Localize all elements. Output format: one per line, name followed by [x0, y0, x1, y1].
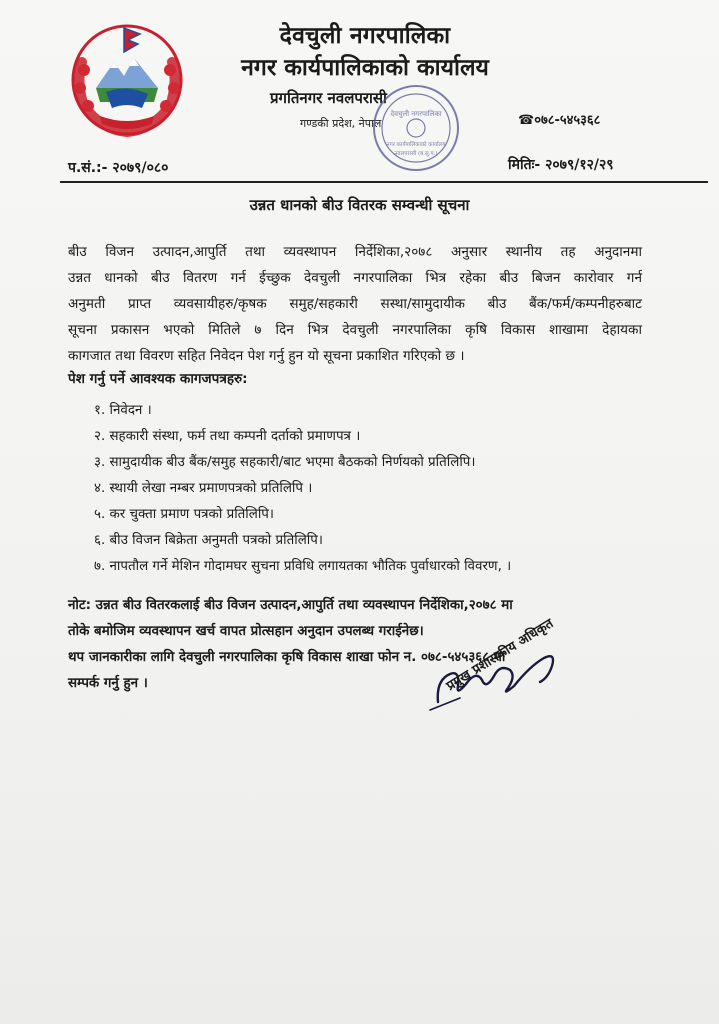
organization-name: देवचुली नगरपालिका: [279, 23, 451, 49]
province-line: गण्डकी प्रदेश, नेपाल: [300, 117, 382, 130]
signatory-title: प्रमुख प्रशासकीय अधिकृत: [444, 616, 557, 694]
list-item: ४. स्थायी लेखा नम्बर प्रमाणपत्रको प्रतिलिपि ।: [94, 481, 313, 496]
paragraph-line: बीउ विजन उत्पादन,आपुर्ति तथा व्यवस्थापन निर्देशिका,२०७८ अनुसार स्थानीय तह अनुदानमा: [68, 244, 642, 260]
office-location: प्रगतिनगर नवलपरासी: [270, 89, 387, 107]
paragraph-line: उन्नत धानको बीउ वितरण गर्न ईच्छुक देवचुली नगरपालिका भित्र रहेका बीउ बिजन कारोवार गर्न: [68, 270, 642, 286]
list-item: १. निवेदन ।: [94, 403, 152, 418]
note-line: थप जानकारीका लागि देवचुली नगरपालिका कृषि विकास शाखा फोन न. ०७८-५४५३६८ मा: [68, 650, 506, 665]
list-item: २. सहकारी संस्था, फर्म तथा कम्पनी दर्ताको प्रमाणपत्र ।: [94, 429, 361, 444]
note-line: सम्पर्क गर्नु हुन ।: [68, 676, 148, 691]
stamp-text-1: देवचुली नगरपालिका: [390, 110, 442, 118]
paragraph-line: अनुमती प्राप्त व्यवसायीहरु/कृषक समुह/सहकारी सस्था/सामुदायीक बीउ बैंक/फर्म/कम्पनीहरुबाट: [68, 296, 642, 312]
list-item: ३. सामुदायीक बीउ बैंक/समुह सहकारी/बाट भएमा बैठकको निर्णयको प्रतिलिपि।: [94, 455, 476, 470]
reference-number: प.सं.:- २०७९/०८०: [68, 160, 169, 176]
issue-date: मितिः- २०७९/१२/२९: [508, 157, 614, 173]
list-item: ५. कर चुक्ता प्रमाण पत्रको प्रतिलिपि।: [94, 507, 274, 522]
list-item: ६. बीउ विजन बिक्रेता अनुमती पत्रको प्रतिलिपि।: [94, 533, 323, 548]
nepal-emblem-logo: [62, 22, 192, 140]
notice-subject: उन्नत धानको बीउ वितरक सम्वन्धी सूचना: [249, 196, 470, 214]
paragraph-line: कागजात तथा विवरण सहित निवेदन पेश गर्नु हुन यो सूचना प्रकाशित गरिएको छ ।: [68, 348, 465, 364]
phone-number: ☎०७८-५४५३६८: [518, 113, 601, 128]
note-line: नोट: उन्नत बीउ वितरकलाई बीउ विजन उत्पादन,आपुर्ति तथा व्यवस्थापन निर्देशिका,२०७८ मा: [68, 598, 513, 613]
header-divider: [60, 181, 708, 183]
stamp-text-2: नगर कार्यपालिकाको कार्यालय: [386, 142, 446, 148]
office-name: नगर कार्यपालिकाको कार्यालय: [241, 55, 489, 81]
note-line: तोके बमोजिम व्यवस्थापन खर्च वापत प्रोत्सहान अनुदान उपलब्ध गराईनेछ।: [68, 624, 424, 639]
stamp-text-3: नवलपरासी (ब.सु.प.): [394, 151, 438, 157]
paragraph-line: सूचना प्रकासन भएको मितिले ७ दिन भित्र देवचुली नगरपालिका कृषि विकास शाखामा देहायका: [68, 322, 642, 338]
list-heading: पेश गर्नु पर्ने आवश्यक कागजपत्रहरु:: [68, 371, 248, 387]
list-item: ७. नापतौल गर्ने मेशिन गोदामघर सुचना प्रविधि लगायतका भौतिक पुर्वाधारको विवरण, ।: [94, 559, 512, 574]
office-stamp: [370, 82, 462, 174]
